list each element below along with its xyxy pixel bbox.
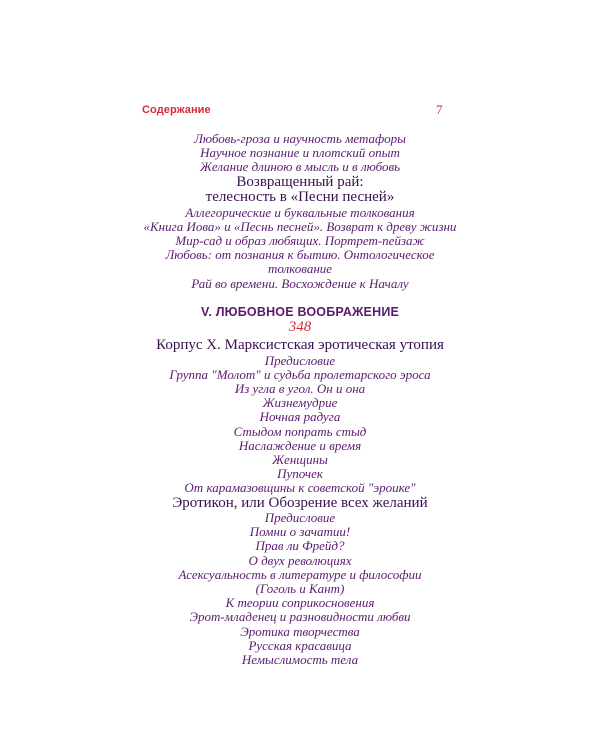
toc-subentry: Наслаждение и время [238, 437, 362, 453]
toc-chapter-entry: телесность в «Песни песней» [205, 189, 395, 206]
toc-subentry: толкование [267, 261, 333, 277]
toc-subentry: Из угла в угол. Он и она [234, 380, 366, 396]
toc-subentry: Стыдом попрать стыд [233, 423, 367, 439]
toc-subentry: О двух революциях [248, 552, 352, 568]
toc-subentry: Немыслимость тела [241, 652, 359, 668]
toc-subentry: От карамазовщины к советской "эроике" [184, 480, 416, 496]
section-page-number: 348 [288, 319, 312, 335]
toc-subentry: Асексуальность в литературе и философии [178, 566, 422, 582]
toc-subentry: Любовь: от познания к бытию. Онтологическое [165, 247, 435, 263]
toc-subentry: Мир-сад и образ любящих. Портрет-пейзаж [175, 233, 425, 249]
toc-subentry: Ночная радуга [259, 409, 341, 425]
toc-chapter-entry: Эротикон, или Обозрение всех желаний [172, 494, 428, 511]
toc-subentry: Жизнемудрие [262, 395, 338, 411]
toc-subentry: Женщины [272, 451, 328, 467]
toc-subentry: Аллегорические и буквальные толкования [185, 204, 415, 220]
toc-block-1 [110, 132, 490, 291]
toc-subentry: Научное познание и плотский опыт [200, 145, 400, 161]
toc-subentry: Прав ли Фрейд? [255, 538, 345, 554]
toc-section-heading [110, 304, 490, 334]
toc-subentry: Группа "Молот" и судьба пролетарского эроса [169, 366, 431, 382]
toc-subentry: «Книга Иова» и «Песнь песней». Возврат к древу жизни [143, 218, 457, 234]
toc-subentry: Эротика творчества [240, 623, 360, 639]
toc-chapter-entry: Возвращенный рай: [236, 173, 364, 190]
toc-subentry: К теории соприкосновения [225, 595, 375, 611]
page-number: 7 [436, 102, 443, 117]
toc-subentry: (Гоголь и Кант) [255, 581, 345, 597]
toc-subentry: Предисловие [264, 352, 336, 368]
section-title: V. ЛЮБОВНОЕ ВООБРАЖЕНИЕ [200, 305, 400, 319]
toc-subentry: Рай во времени. Восхождение к Началу [191, 275, 409, 291]
toc-subentry: Пупочек [277, 466, 323, 482]
toc-subentry: Предисловие [264, 510, 336, 526]
toc-subentry: Русская красавица [248, 637, 352, 653]
running-header-title: Содержание [142, 104, 211, 116]
toc-subentry: Помни о зачатии! [249, 524, 351, 540]
toc-block-2 [110, 338, 490, 667]
toc-subentry: Любовь-гроза и научность метафоры [194, 131, 406, 146]
toc-subentry: Эрот-младенец и разновидности любви [189, 609, 411, 625]
toc-chapter-entry: Корпус X. Марксистская эротическая утопия [156, 337, 444, 353]
toc-subentry: Желание длиною в мысль и в любовь [199, 159, 401, 175]
